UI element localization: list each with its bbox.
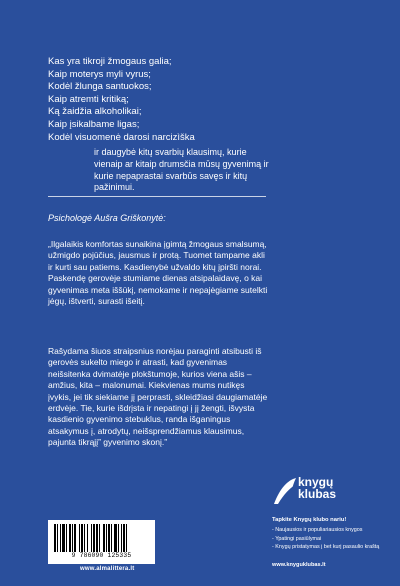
author-attribution: Psichologė Aušra Griškonytė: [48,213,166,223]
club-heading: Tapkite Knygų klubo nariu! [272,517,347,523]
club-logo-text: klubas [298,487,337,501]
club-benefits [272,526,379,552]
question-line: Kodėl visuomenė darosi narcizìška [48,131,195,143]
list-item: - Ypatingi pasiūlymai [272,535,322,542]
question-line: Kas yra tikroji žmogaus galia; [48,56,172,67]
publisher-website: www.almalittera.lt [80,566,135,572]
list-item: - Naujausios ir populiariausios knygos [272,527,363,533]
body-paragraph: Rašydama šiuos straipsnius norėjau paraginti atsibusti iš gerovės sukelto miego ir atrasti, kad gyvenimas neišsitenka dvimatėje plokštumoje, kurios viena ašis – amžius, kita – malonumai. Kiekvienas mums nutikęs įvykis, jei tik siekiame jį perprasti, skleidžiasi daugiamatėje erdvėje. Tie, kurie išdrįsta ir nepatingi į jį žengti, išvysta kasdienio gyvenimo stebuklus, randa išganingus atsakymus į, atrodytų, neišsprendžiamus klausimus, pajunta tikrąjį” gyvenimo skonį.” [48,346,268,448]
question-line: Kaip įsikalbame ligas; [48,118,140,130]
question-line: Kaip moterys myli vyrus; [48,68,151,80]
divider [48,196,266,197]
list-item: - Knygų pristatymas į bet kurį pasaulio kraštą [272,544,380,550]
question-line: Kodėl žlunga santuokos; [48,81,152,93]
club-logo-text: knygų [298,475,334,489]
barcode-bars [54,524,149,552]
question-line: Kaip atremti kritiką; [48,93,129,105]
question-list [48,56,268,144]
isbn-number: 9 786090 125335 [71,552,132,559]
quote-paragraph: „Ilgalaikis komfortas sunaikina įgimtą žmogaus smalsumą, užmigdo pojūčius, jausmus ir protą. Tuomet tampame akli ir kurti sau patiems. Kasdienybė užvaldo kitų įpiršti norai. Paskendę gerovėje stumiame dienas atsipalaidavę, o kai gyvenimas meta iššūkį, nemokame ir nepajėgiame sutelkti jėgų, ištverti, surasti išeitį. [48,239,268,307]
intro-paragraph: ir daugybė kitų svarbių klausimų, kurie vienaip ar kitaip drumsčia mūsų gyvenimą ir kurie nepaprastai svarbūs savęs ir kitų pažinimui. [94,147,269,193]
barcode-bar [127,524,130,552]
question-line: Ką žaidžia alkoholikai; [48,106,142,118]
barcode [48,520,155,564]
club-website: www.knyguklubas.lt [272,562,326,568]
